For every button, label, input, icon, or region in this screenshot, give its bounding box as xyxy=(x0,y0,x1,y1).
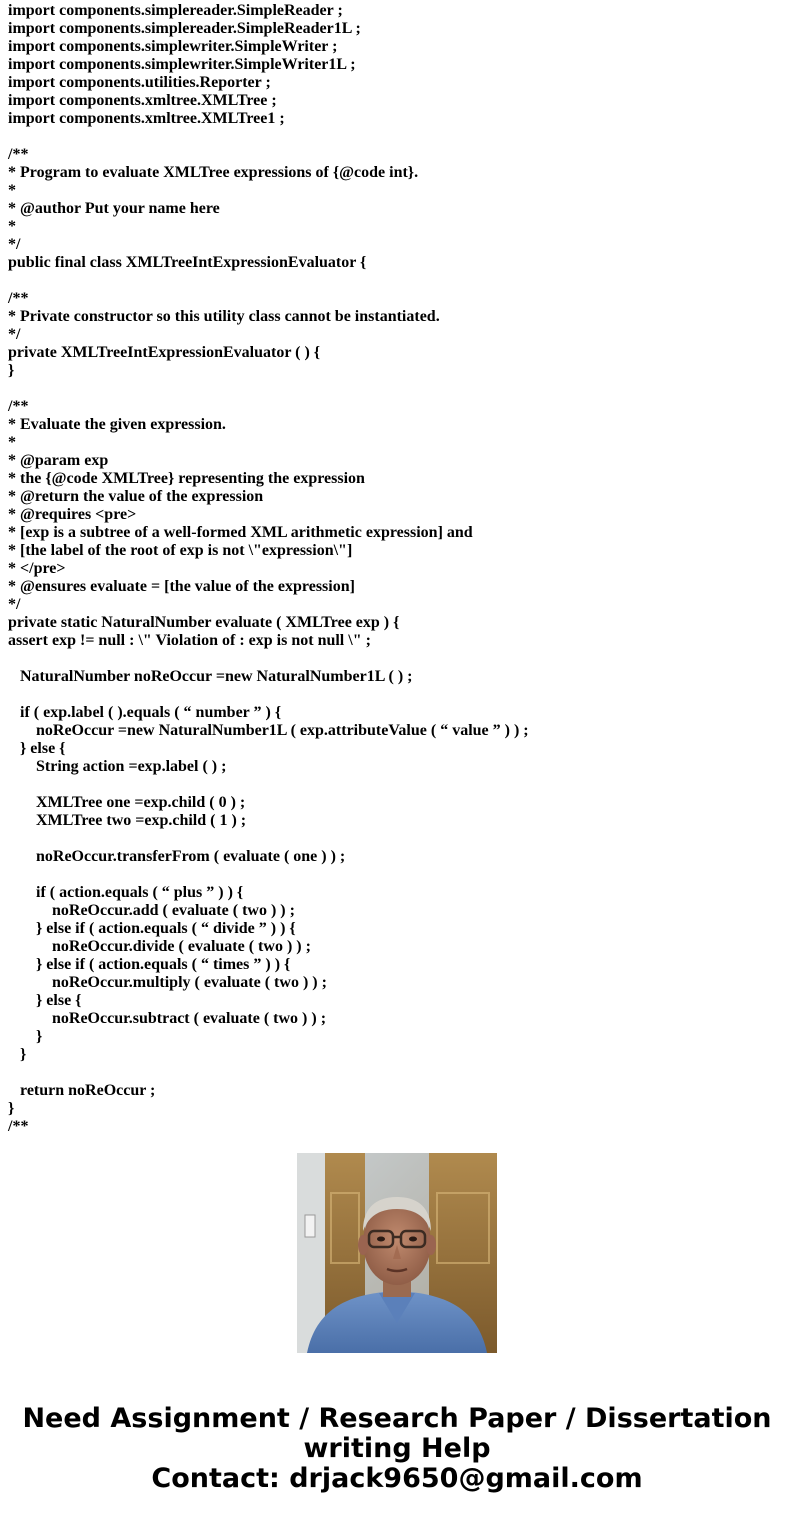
code-line: import components.simplereader.SimpleReader ; xyxy=(8,2,343,19)
code-line: XMLTree two =exp.child ( 1 ) ; xyxy=(8,812,247,829)
code-line: /** xyxy=(8,290,29,307)
code-line: * @return the value of the expression xyxy=(8,488,264,505)
code-line: if ( exp.label ( ).equals ( “ number ” ) { xyxy=(8,704,282,721)
code-document xyxy=(8,2,788,1135)
code-line: } xyxy=(8,362,15,379)
code-line: * @ensures evaluate = [the value of the expression] xyxy=(8,578,355,595)
promo-line-2: writing Help xyxy=(303,1433,491,1464)
code-line: * [exp is a subtree of a well-formed XML arithmetic expression] and xyxy=(8,524,473,541)
code-line xyxy=(8,866,788,884)
code-line: noReOccur.add ( evaluate ( two ) ) ; xyxy=(8,902,295,919)
code-line: assert exp != null : \" Violation of : exp is not null \" ; xyxy=(8,632,371,649)
code-line: String action =exp.label ( ) ; xyxy=(8,758,227,775)
promo-line-1: Need Assignment / Research Paper / Dissertation xyxy=(22,1403,772,1434)
code-line: } else { xyxy=(8,740,66,757)
code-line: public final class XMLTreeIntExpressionEvaluator { xyxy=(8,254,367,271)
code-line: * Private constructor so this utility class cannot be instantiated. xyxy=(8,308,440,325)
code-line: import components.simplewriter.SimpleWriter1L ; xyxy=(8,56,356,73)
code-line: if ( action.equals ( “ plus ” ) ) { xyxy=(8,884,244,901)
code-line xyxy=(8,1064,788,1082)
code-line xyxy=(8,686,788,704)
code-line: * @requires <pre> xyxy=(8,506,137,523)
code-line: NaturalNumber noReOccur =new NaturalNumber1L ( ) ; xyxy=(8,668,413,685)
promo-contact-line: Contact: drjack9650@gmail.com xyxy=(151,1463,643,1494)
code-line: noReOccur =new NaturalNumber1L ( exp.attributeValue ( “ value ” ) ) ; xyxy=(8,722,529,739)
code-line: } else if ( action.equals ( “ times ” ) ) { xyxy=(8,956,291,973)
code-line: */ xyxy=(8,596,21,613)
code-line: * @param exp xyxy=(8,452,109,469)
code-line: noReOccur.transferFrom ( evaluate ( one ) ) ; xyxy=(8,848,346,865)
code-line: * </pre> xyxy=(8,560,66,577)
code-line: } xyxy=(8,1028,43,1045)
code-line: noReOccur.multiply ( evaluate ( two ) ) ; xyxy=(8,974,327,991)
code-line: * the {@code XMLTree} representing the expression xyxy=(8,470,365,487)
code-line: * xyxy=(8,434,16,451)
code-line: * xyxy=(8,182,16,199)
code-line: * Program to evaluate XMLTree expressions of {@code int}. xyxy=(8,164,419,181)
author-portrait-image xyxy=(297,1153,497,1353)
code-line-cut-off: /** xyxy=(8,1118,29,1135)
code-line xyxy=(8,830,788,848)
code-line: import components.simplewriter.SimpleWriter ; xyxy=(8,38,338,55)
code-line: import components.xmltree.XMLTree1 ; xyxy=(8,110,285,127)
code-line: noReOccur.subtract ( evaluate ( two ) ) ; xyxy=(8,1010,327,1027)
code-line: private static NaturalNumber evaluate ( XMLTree exp ) { xyxy=(8,614,400,631)
code-line: * Evaluate the given expression. xyxy=(8,416,226,433)
code-line: */ xyxy=(8,326,21,343)
code-line: XMLTree one =exp.child ( 0 ) ; xyxy=(8,794,246,811)
code-line: import components.xmltree.XMLTree ; xyxy=(8,92,277,109)
code-line: private XMLTreeIntExpressionEvaluator ( ) { xyxy=(8,344,321,361)
code-line xyxy=(8,272,788,290)
code-line xyxy=(8,650,788,668)
code-line xyxy=(8,380,788,398)
code-line: noReOccur.divide ( evaluate ( two ) ) ; xyxy=(8,938,311,955)
code-line: } xyxy=(8,1100,15,1117)
code-line: import components.utilities.Reporter ; xyxy=(8,74,271,91)
code-line: } else { xyxy=(8,992,82,1009)
code-line: /** xyxy=(8,398,29,415)
author-photo xyxy=(297,1153,497,1353)
promo-footer xyxy=(0,1404,794,1494)
code-line: * [the label of the root of exp is not \"expression\"] xyxy=(8,542,353,559)
code-line: return noReOccur ; xyxy=(8,1082,156,1099)
code-line: /** xyxy=(8,146,29,163)
code-line: * @author Put your name here xyxy=(8,200,220,217)
code-line xyxy=(8,128,788,146)
code-line: */ xyxy=(8,236,21,253)
code-line: * xyxy=(8,218,16,235)
code-line xyxy=(8,776,788,794)
code-line: import components.simplereader.SimpleReader1L ; xyxy=(8,20,361,37)
code-line: } xyxy=(8,1046,27,1063)
code-line: } else if ( action.equals ( “ divide ” ) ) { xyxy=(8,920,296,937)
